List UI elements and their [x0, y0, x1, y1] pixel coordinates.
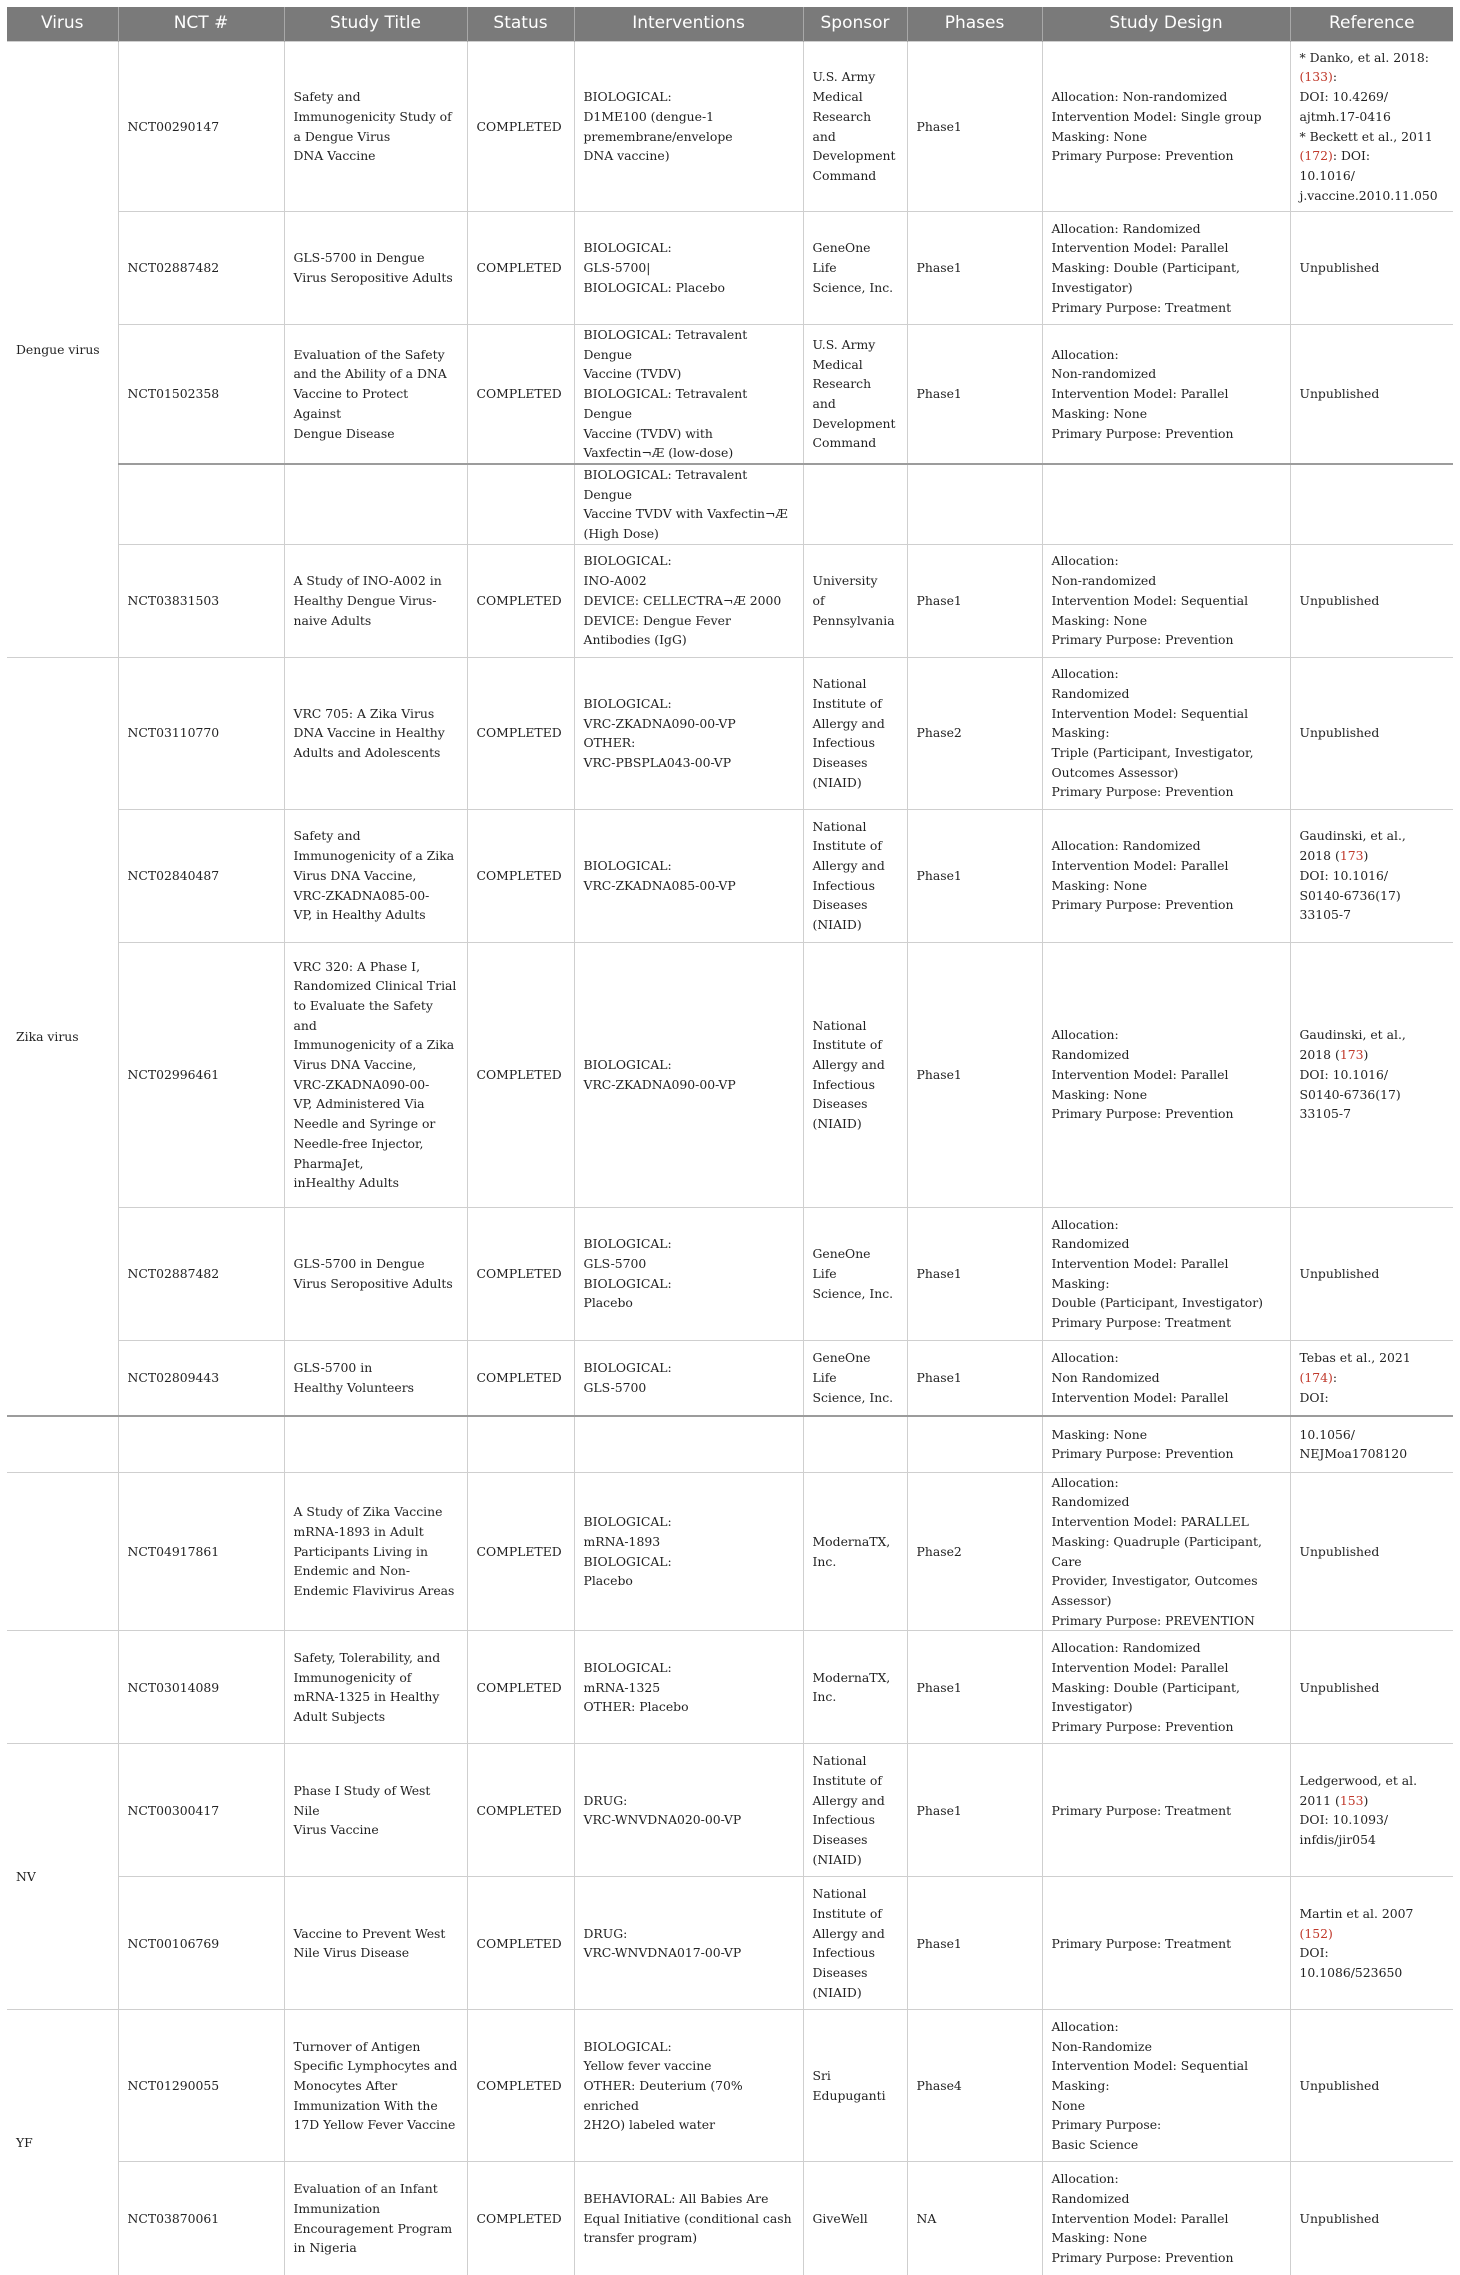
- nct-cell: NCT00106769: [118, 1877, 284, 2010]
- reference-cell: [1290, 809, 1453, 942]
- status-cell: COMPLETED: [467, 1472, 574, 1631]
- phase-cell: Phase1: [907, 212, 1042, 325]
- study-design-cell: Allocation: Non-randomized Intervention Model: Sequential Masking: None Primary Purpose: Prevention: [1042, 544, 1290, 657]
- reference-text: ): [1363, 1047, 1369, 1063]
- reference-text: : DOI:: [1332, 148, 1371, 164]
- study-design-cell: Allocation: Non-randomized Intervention Model: Single group Masking: None Primary Purpose: Prevention: [1042, 42, 1290, 212]
- reference-cell: Unpublished: [1290, 657, 1453, 809]
- table-row: [7, 657, 1453, 809]
- study-design-cell: Allocation: Non-Randomize Intervention Model: Sequential Masking: None Primary Purpose: Basic Science: [1042, 2010, 1290, 2162]
- sponsor-cell: GiveWell: [803, 2162, 907, 2275]
- phase-cell: Phase1: [907, 1340, 1042, 1416]
- interventions-cell: BIOLOGICAL: GLS-5700| BIOLOGICAL: Placebo: [574, 212, 803, 325]
- phase-cell: Phase4: [907, 2010, 1042, 2162]
- reference-cell: Unpublished: [1290, 1631, 1453, 1744]
- phase-cell: Phase1: [907, 544, 1042, 657]
- interventions-cell: BIOLOGICAL: VRC-ZKADNA090-00-VP OTHER: VRC-PBSPLA043-00-VP: [574, 657, 803, 809]
- reference-text: 2011 (: [1299, 1792, 1340, 1808]
- nct-cell: NCT00290147: [118, 42, 284, 212]
- status-cell: COMPLETED: [467, 2010, 574, 2162]
- reference-cell: [1290, 464, 1453, 544]
- reference-text: 2018 (: [1299, 1047, 1340, 1063]
- table-row: [7, 2010, 1453, 2162]
- sponsor-cell: [803, 1416, 907, 1472]
- nct-cell: NCT02887482: [118, 212, 284, 325]
- header-virus: Virus: [7, 7, 118, 42]
- reference-cell: Unpublished: [1290, 1472, 1453, 1631]
- table-row: [7, 1416, 1453, 1472]
- study-title-cell: GLS-5700 in Dengue Virus Seropositive Adults: [284, 212, 467, 325]
- reference-cell: Unpublished: [1290, 1207, 1453, 1340]
- status-cell: COMPLETED: [467, 2162, 574, 2275]
- study-title-cell: A Study of INO-A002 in Healthy Dengue Virus- naive Adults: [284, 544, 467, 657]
- reference-text: ): [1363, 1792, 1369, 1808]
- study-design-cell: Allocation: Randomized Intervention Model: Parallel Masking: None Primary Purpose: Prevention: [1042, 942, 1290, 1207]
- sponsor-cell: GeneOne Life Science, Inc.: [803, 212, 907, 325]
- study-title-cell: A Study of Zika Vaccine mRNA-1893 in Adult Participants Living in Endemic and Non- Endemic Flavivirus Areas: [284, 1472, 467, 1631]
- virus-group-cell: [7, 1631, 118, 1744]
- status-cell: COMPLETED: [467, 325, 574, 464]
- reference-cell: [1290, 1340, 1453, 1416]
- status-cell: COMPLETED: [467, 42, 574, 212]
- phase-cell: Phase1: [907, 1744, 1042, 1877]
- reference-cell: [1290, 942, 1453, 1207]
- reference-text: * Danko, et al. 2018:: [1299, 49, 1429, 65]
- header-interventions: Interventions: [574, 7, 803, 42]
- nct-cell: NCT02809443: [118, 1340, 284, 1416]
- nct-cell: NCT03110770: [118, 657, 284, 809]
- status-cell: COMPLETED: [467, 1744, 574, 1877]
- sponsor-cell: Sri Edupuganti: [803, 2010, 907, 2162]
- nct-cell: NCT01502358: [118, 325, 284, 464]
- sponsor-cell: National Institute of Allergy and Infectious Diseases (NIAID): [803, 657, 907, 809]
- phase-cell: Phase2: [907, 1472, 1042, 1631]
- nct-cell: NCT03014089: [118, 1631, 284, 1744]
- study-design-cell: Allocation: Randomized Intervention Model: Sequential Masking: Triple (Participant, Investigator, Outcomes Assessor) Primary Purpose: Prevention: [1042, 657, 1290, 809]
- virus-group-cell: Zika virus: [7, 657, 118, 1416]
- status-cell: COMPLETED: [467, 942, 574, 1207]
- table-row: [7, 464, 1453, 544]
- study-title-cell: GLS-5700 in Dengue Virus Seropositive Adults: [284, 1207, 467, 1340]
- reference-text: Gaudinski, et al.,: [1299, 828, 1406, 844]
- interventions-cell: BIOLOGICAL: D1ME100 (dengue-1 premembrane/envelope DNA vaccine): [574, 42, 803, 212]
- study-design-cell: Primary Purpose: Treatment: [1042, 1744, 1290, 1877]
- reference-text: 33105-7: [1299, 907, 1351, 923]
- nct-cell: NCT01290055: [118, 2010, 284, 2162]
- status-cell: [467, 464, 574, 544]
- reference-text: Martin et al. 2007: [1299, 1905, 1414, 1921]
- status-cell: [467, 1416, 574, 1472]
- study-title-cell: [284, 464, 467, 544]
- clinical-trials-table: [7, 7, 1453, 2275]
- nct-cell: NCT02887482: [118, 1207, 284, 1340]
- study-design-cell: Allocation: Randomized Intervention Model: Parallel Masking: None Primary Purpose: Prevention: [1042, 2162, 1290, 2275]
- study-title-cell: VRC 320: A Phase I, Randomized Clinical Trial to Evaluate the Safety and Immunogenicity of a Zika Virus DNA Vaccine, VRC-ZKADNA090-00- VP, Administered Via Needle and Syringe or Needle-free Injector, PharmaJet, inHealthy Adults: [284, 942, 467, 1207]
- sponsor-cell: ModernaTX, Inc.: [803, 1631, 907, 1744]
- table-row: [7, 942, 1453, 1207]
- status-cell: COMPLETED: [467, 1207, 574, 1340]
- reference-text: Tebas et al., 2021: [1299, 1350, 1411, 1366]
- table-row: [7, 544, 1453, 657]
- sponsor-cell: U.S. Army Medical Research and Development Command: [803, 42, 907, 212]
- nct-cell: NCT03870061: [118, 2162, 284, 2275]
- reference-text: DOI: 10.1016/: [1299, 867, 1389, 883]
- sponsor-cell: GeneOne Life Science, Inc.: [803, 1207, 907, 1340]
- phase-cell: Phase1: [907, 1631, 1042, 1744]
- reference-text: j.vaccine.2010.11.050: [1299, 187, 1438, 203]
- nct-cell: NCT02996461: [118, 942, 284, 1207]
- reference-link[interactable]: (172): [1299, 148, 1333, 164]
- reference-cell: Unpublished: [1290, 325, 1453, 464]
- sponsor-cell: National Institute of Allergy and Infectious Diseases (NIAID): [803, 1744, 907, 1877]
- study-design-cell: Masking: None Primary Purpose: Prevention: [1042, 1416, 1290, 1472]
- reference-cell: 10.1056/ NEJMoa1708120: [1290, 1416, 1453, 1472]
- phase-cell: [907, 1416, 1042, 1472]
- reference-text: ajtmh.17-0416: [1299, 108, 1391, 124]
- interventions-cell: BIOLOGICAL: GLS-5700 BIOLOGICAL: Placebo: [574, 1207, 803, 1340]
- interventions-cell: [574, 1416, 803, 1472]
- table-row: [7, 1877, 1453, 2010]
- table-row: [7, 325, 1453, 464]
- header-status: Status: [467, 7, 574, 42]
- reference-text: 2018 (: [1299, 848, 1340, 864]
- reference-text: :: [1332, 1370, 1338, 1386]
- table-row: [7, 1631, 1453, 1744]
- reference-text: DOI: 10.1016/: [1299, 1066, 1389, 1082]
- nct-cell: NCT02840487: [118, 809, 284, 942]
- reference-cell: [1290, 42, 1453, 212]
- interventions-cell: BIOLOGICAL: mRNA-1893 BIOLOGICAL: Placebo: [574, 1472, 803, 1631]
- study-title-cell: Vaccine to Prevent West Nile Virus Disease: [284, 1877, 467, 2010]
- status-cell: COMPLETED: [467, 544, 574, 657]
- virus-group-cell: [7, 1416, 118, 1472]
- nct-cell: NCT04917861: [118, 1472, 284, 1631]
- reference-text: S0140-6736(17): [1299, 1086, 1401, 1102]
- virus-group-cell: NV: [7, 1744, 118, 2010]
- study-design-cell: Allocation: Randomized Intervention Model: Parallel Masking: Double (Participant, Investigator) Primary Purpose: Prevention: [1042, 1631, 1290, 1744]
- phase-cell: Phase1: [907, 325, 1042, 464]
- interventions-cell: BIOLOGICAL: Tetravalent Dengue Vaccine (TVDV) BIOLOGICAL: Tetravalent Dengue Vaccine (TVDV) with Vaxfectin¬Æ (low-dose): [574, 325, 803, 464]
- interventions-cell: BIOLOGICAL: VRC-ZKADNA090-00-VP: [574, 942, 803, 1207]
- sponsor-cell: [803, 464, 907, 544]
- study-design-cell: Allocation: Randomized Intervention Model: Parallel Masking: Double (Participant, Investigator) Primary Purpose: Treatment: [1042, 1207, 1290, 1340]
- reference-cell: Unpublished: [1290, 212, 1453, 325]
- interventions-cell: DRUG: VRC-WNVDNA020-00-VP: [574, 1744, 803, 1877]
- phase-cell: Phase1: [907, 42, 1042, 212]
- reference-text: 33105-7: [1299, 1106, 1351, 1122]
- status-cell: COMPLETED: [467, 1631, 574, 1744]
- reference-text: DOI:: [1299, 1945, 1329, 1961]
- reference-text: DOI: 10.4269/: [1299, 89, 1389, 105]
- study-design-cell: Allocation: Randomized Intervention Model: PARALLEL Masking: Quadruple (Participant, Care Provider, Investigator, Outcomes Assessor) Primary Purpose: PREVENTION: [1042, 1472, 1290, 1631]
- virus-group-cell: YF: [7, 2010, 118, 2275]
- reference-text: DOI: 10.1093/: [1299, 1812, 1389, 1828]
- study-design-cell: Allocation: Non Randomized Intervention Model: Parallel: [1042, 1340, 1290, 1416]
- reference-text: infdis/jir054: [1299, 1832, 1376, 1848]
- reference-link[interactable]: 173: [1339, 1047, 1364, 1063]
- phase-cell: Phase1: [907, 1207, 1042, 1340]
- study-title-cell: [284, 1416, 467, 1472]
- table-row: [7, 212, 1453, 325]
- interventions-cell: BEHAVIORAL: All Babies Are Equal Initiative (conditional cash transfer program): [574, 2162, 803, 2275]
- nct-cell: NCT03831503: [118, 544, 284, 657]
- sponsor-cell: National Institute of Allergy and Infectious Diseases (NIAID): [803, 809, 907, 942]
- sponsor-cell: University of Pennsylvania: [803, 544, 907, 657]
- study-design-cell: Allocation: Randomized Intervention Model: Parallel Masking: None Primary Purpose: Prevention: [1042, 809, 1290, 942]
- status-cell: COMPLETED: [467, 212, 574, 325]
- reference-text: 10.1016/: [1299, 167, 1355, 183]
- status-cell: COMPLETED: [467, 1340, 574, 1416]
- reference-link[interactable]: 173: [1339, 848, 1364, 864]
- status-cell: COMPLETED: [467, 657, 574, 809]
- header-nct: NCT #: [118, 7, 284, 42]
- reference-text: S0140-6736(17): [1299, 887, 1401, 903]
- interventions-cell: BIOLOGICAL: INO-A002 DEVICE: CELLECTRA¬Æ 2000 DEVICE: Dengue Fever Antibodies (IgG): [574, 544, 803, 657]
- interventions-cell: DRUG: VRC-WNVDNA017-00-VP: [574, 1877, 803, 2010]
- phase-cell: Phase2: [907, 657, 1042, 809]
- sponsor-cell: GeneOne Life Science, Inc.: [803, 1340, 907, 1416]
- table-row: [7, 42, 1453, 212]
- study-title-cell: Evaluation of the Safety and the Ability of a DNA Vaccine to Protect Against Dengue Disease: [284, 325, 467, 464]
- nct-cell: [118, 1416, 284, 1472]
- reference-link[interactable]: (152): [1299, 1925, 1333, 1941]
- sponsor-cell: National Institute of Allergy and Infectious Diseases (NIAID): [803, 942, 907, 1207]
- sponsor-cell: National Institute of Allergy and Infectious Diseases (NIAID): [803, 1877, 907, 2010]
- reference-text: * Beckett et al., 2011: [1299, 128, 1433, 144]
- nct-cell: NCT00300417: [118, 1744, 284, 1877]
- study-title-cell: Phase I Study of West Nile Virus Vaccine: [284, 1744, 467, 1877]
- study-title-cell: VRC 705: A Zika Virus DNA Vaccine in Healthy Adults and Adolescents: [284, 657, 467, 809]
- study-title-cell: GLS-5700 in Healthy Volunteers: [284, 1340, 467, 1416]
- virus-group-cell: Dengue virus: [7, 42, 118, 658]
- table-row: [7, 1340, 1453, 1416]
- reference-cell: [1290, 1744, 1453, 1877]
- phase-cell: [907, 464, 1042, 544]
- virus-group-cell: [7, 1472, 118, 1631]
- reference-link[interactable]: (133): [1299, 69, 1333, 85]
- header-study-title: Study Title: [284, 7, 467, 42]
- table-row: [7, 1472, 1453, 1631]
- header-phases: Phases: [907, 7, 1042, 42]
- reference-cell: Unpublished: [1290, 2010, 1453, 2162]
- phase-cell: Phase1: [907, 1877, 1042, 2010]
- header-study-design: Study Design: [1042, 7, 1290, 42]
- sponsor-cell: U.S. Army Medical Research and Development Command: [803, 325, 907, 464]
- nct-cell: [118, 464, 284, 544]
- table-row: [7, 1744, 1453, 1877]
- phase-cell: Phase1: [907, 809, 1042, 942]
- table-row: [7, 1207, 1453, 1340]
- interventions-cell: BIOLOGICAL: Tetravalent Dengue Vaccine TVDV with Vaxfectin¬Æ (High Dose): [574, 464, 803, 544]
- header-reference: Reference: [1290, 7, 1453, 42]
- phase-cell: Phase1: [907, 942, 1042, 1207]
- study-title-cell: Evaluation of an Infant Immunization Encouragement Program in Nigeria: [284, 2162, 467, 2275]
- reference-text: Gaudinski, et al.,: [1299, 1027, 1406, 1043]
- reference-link[interactable]: 153: [1339, 1792, 1364, 1808]
- reference-link[interactable]: (174): [1299, 1370, 1333, 1386]
- header-sponsor: Sponsor: [803, 7, 907, 42]
- study-design-cell: [1042, 464, 1290, 544]
- reference-text: DOI:: [1299, 1389, 1329, 1405]
- table-row: [7, 2162, 1453, 2275]
- status-cell: COMPLETED: [467, 809, 574, 942]
- study-title-cell: Safety, Tolerability, and Immunogenicity of mRNA-1325 in Healthy Adult Subjects: [284, 1631, 467, 1744]
- study-design-cell: Allocation: Randomized Intervention Model: Parallel Masking: Double (Participant, Investigator) Primary Purpose: Treatment: [1042, 212, 1290, 325]
- reference-text: ): [1363, 848, 1369, 864]
- reference-text: :: [1332, 69, 1338, 85]
- study-title-cell: Safety and Immunogenicity of a Zika Virus DNA Vaccine, VRC-ZKADNA085-00- VP, in Healthy Adults: [284, 809, 467, 942]
- interventions-cell: BIOLOGICAL: mRNA-1325 OTHER: Placebo: [574, 1631, 803, 1744]
- study-title-cell: Safety and Immunogenicity Study of a Dengue Virus DNA Vaccine: [284, 42, 467, 212]
- reference-cell: [1290, 1877, 1453, 2010]
- reference-text: 10.1086/523650: [1299, 1965, 1403, 1981]
- study-design-cell: Primary Purpose: Treatment: [1042, 1877, 1290, 2010]
- phase-cell: NA: [907, 2162, 1042, 2275]
- interventions-cell: BIOLOGICAL: Yellow fever vaccine OTHER: Deuterium (70% enriched 2H2O) labeled water: [574, 2010, 803, 2162]
- interventions-cell: BIOLOGICAL: VRC-ZKADNA085-00-VP: [574, 809, 803, 942]
- interventions-cell: BIOLOGICAL: GLS-5700: [574, 1340, 803, 1416]
- study-design-cell: Allocation: Non-randomized Intervention Model: Parallel Masking: None Primary Purpose: Prevention: [1042, 325, 1290, 464]
- status-cell: COMPLETED: [467, 1877, 574, 2010]
- reference-cell: Unpublished: [1290, 2162, 1453, 2275]
- reference-text: Ledgerwood, et al.: [1299, 1772, 1418, 1788]
- table-row: [7, 809, 1453, 942]
- sponsor-cell: ModernaTX, Inc.: [803, 1472, 907, 1631]
- reference-cell: Unpublished: [1290, 544, 1453, 657]
- header-row: [7, 7, 1453, 42]
- study-title-cell: Turnover of Antigen Specific Lymphocytes and Monocytes After Immunization With the 17D Yellow Fever Vaccine: [284, 2010, 467, 2162]
